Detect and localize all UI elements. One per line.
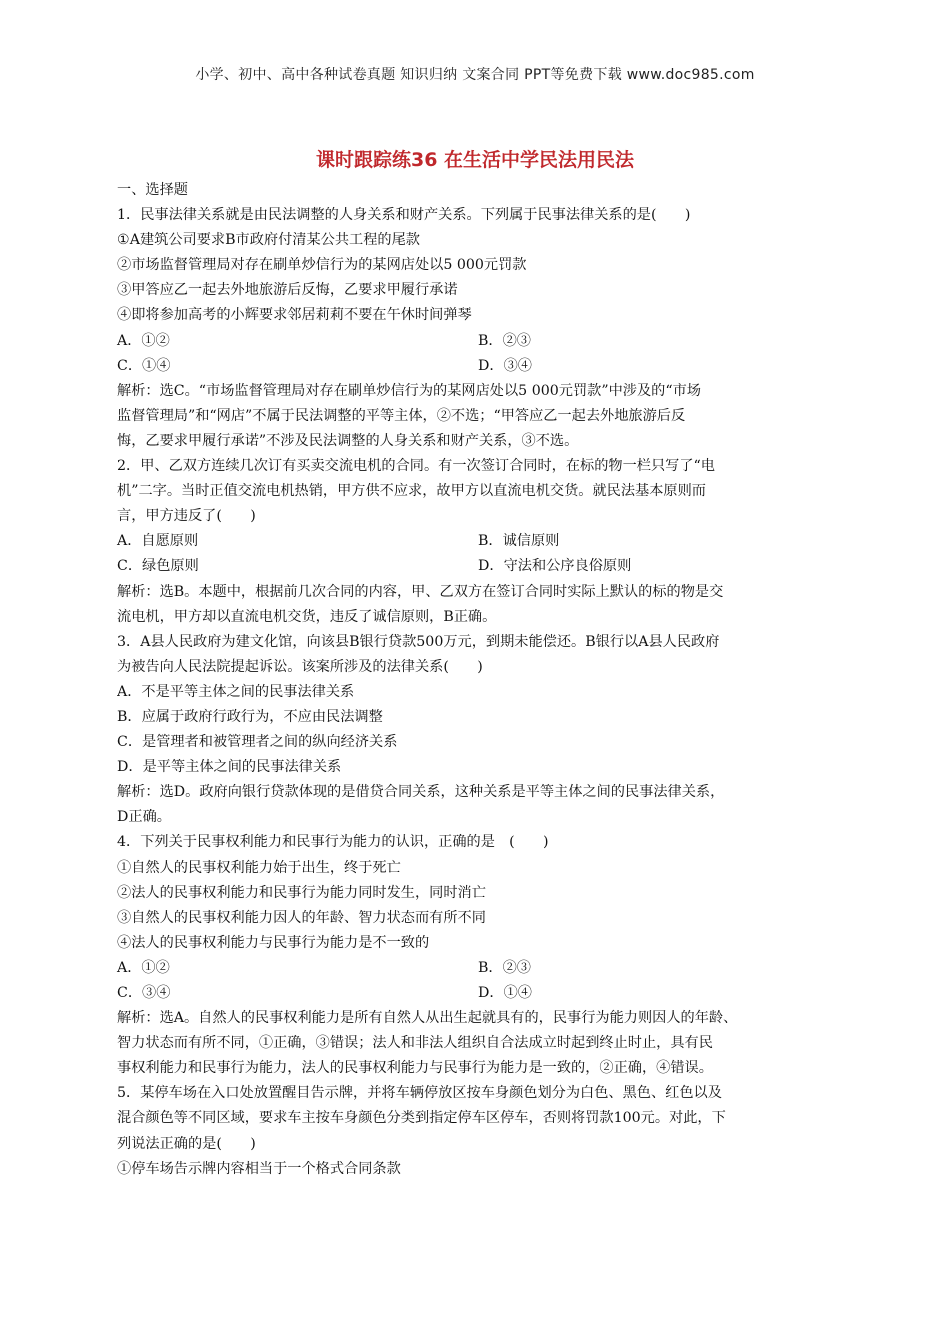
q4-options-row-2 [117,981,839,1006]
q1-options-row-1 [117,329,839,354]
q3-option-b: B．应属于政府行政行为，不应由民法调整 [117,708,383,725]
q4-item-2: ②法人的民事权利能力和民事行为能力同时发生，同时消亡 [117,884,486,901]
q1-option-b: B．②③ [478,332,531,349]
q4-item-1: ①自然人的民事权利能力始于出生，终于死亡 [117,859,401,876]
q1-stem: 1．民事法律关系就是由民法调整的人身关系和财产关系。下列属于民事法律关系的是( ) [117,207,691,224]
section-heading: 一、选择题 [117,182,188,198]
q1-analysis-line: 监督管理局”和“网店”不属于民法调整的平等主体，②不选；“甲答应乙一起去外地旅游后反 [117,407,686,424]
q4-analysis-line: 事权利能力和民事行为能力，法人的民事权利能力与民事行为能力是一致的，②正确，④错误。 [117,1060,713,1077]
q1-option-a: A．①② [117,332,170,349]
q1-analysis-line: 解析：选C。“市场监督管理局对存在刷单炒信行为的某网店处以5 000元罚款”中涉及的“市场 [117,382,701,399]
q2-options-row-2 [117,554,839,579]
q1-option-d: D．③④ [478,357,532,374]
q2-option-d: D．守法和公序良俗原则 [478,558,632,575]
q1-item-4: ④即将参加高考的小辉要求邻居莉莉不要在午休时间弹琴 [117,307,472,324]
q2-stem-line: 言，甲方违反了( ) [117,508,256,525]
q2-option-b: B．诚信原则 [478,533,560,550]
q2-analysis-line: 流电机，甲方却以直流电机交货，违反了诚信原则，B正确。 [117,608,497,625]
q4-analysis-line: 解析：选A。自然人的民事权利能力是所有自然人从出生起就具有的，民事行为能力则因人的年龄、 [117,1010,738,1027]
q4-option-c: C．③④ [117,985,171,1001]
q4-stem: 4．下列关于民事权利能力和民事行为能力的认识，正确的是 ( ) [117,834,549,851]
q5-stem-line: 5．某停车场在入口处放置醒目告示牌，并将车辆停放区按车身颜色划分为白色、黑色、红色以及 [117,1085,722,1102]
q3-stem-line: 3．A县人民政府为建文化馆，向该县B银行贷款500万元，到期未能偿还。B银行以A县人民政府 [117,633,720,650]
q5-item-1: ①停车场告示牌内容相当于一个格式合同条款 [117,1160,401,1177]
q2-analysis-line: 解析：选B。本题中，根据前几次合同的内容，甲、乙双方在签订合同时实际上默认的标的物是交 [117,583,724,600]
q1-item-3: ③甲答应乙一起去外地旅游后反悔，乙要求甲履行承诺 [117,282,458,299]
question-content [117,178,839,1182]
q3-analysis-line: D正确。 [117,809,171,826]
q4-item-3: ③自然人的民事权利能力因人的年龄、智力状态而有所不同 [117,909,486,926]
page-title: 课时跟踪练36 在生活中学民法用民法 [315,149,635,171]
q2-stem-line: 2．甲、乙双方连续几次订有买卖交流电机的合同。有一次签订合同时，在标的物一栏只写了“电 [117,458,715,475]
q1-item-1: ①A建筑公司要求B市政府付清某公共工程的尾款 [117,232,420,249]
q2-option-c: C．绿色原则 [117,558,199,575]
q1-analysis-line: 悔，乙要求甲履行承诺”不涉及民法调整的人身关系和财产关系，③不选。 [117,432,579,449]
q3-option-d: D．是平等主体之间的民事法律关系 [117,759,342,776]
site-banner: 小学、初中、高中各种试卷真题 知识归纳 文案合同 PPT等免费下载 www.doc985.com [195,67,755,83]
q2-stem-line: 机”二字。当时正值交流电机热销，甲方供不应求，故甲方以直流电机交货。就民法基本原则而 [117,483,706,500]
q3-option-a: A．不是平等主体之间的民事法律关系 [117,683,355,700]
q3-stem-line: 为被告向人民法院提起诉讼。该案所涉及的法律关系( ) [117,658,483,675]
q1-options-row-2 [117,354,839,379]
q2-options-row-1 [117,529,839,554]
q5-stem-line: 混合颜色等不同区域，要求车主按车身颜色分类到指定停车区停车，否则将罚款100元。对此，下 [117,1110,726,1127]
q4-options-row-1 [117,956,839,981]
q4-option-b: B．②③ [478,959,531,976]
q2-option-a: A．自愿原则 [117,533,199,550]
q4-analysis-line: 智力状态而有所不同，①正确，③错误；法人和非法人组织自合法成立时起到终止时止，具有民 [117,1035,713,1052]
q3-option-c: C．是管理者和被管理者之间的纵向经济关系 [117,734,398,751]
q4-item-4: ④法人的民事权利能力与民事行为能力是不一致的 [117,934,430,951]
q1-item-2: ②市场监督管理局对存在刷单炒信行为的某网店处以5 000元罚款 [117,257,527,274]
q4-option-a: A．①② [117,959,170,976]
q3-analysis-line: 解析：选D。政府向银行贷款体现的是借贷合同关系，这种关系是平等主体之间的民事法律关系， [117,784,725,801]
q1-option-c: C．①④ [117,357,171,374]
q4-option-d: D．①④ [478,985,532,1001]
q5-stem-line: 列说法正确的是( ) [117,1135,256,1152]
